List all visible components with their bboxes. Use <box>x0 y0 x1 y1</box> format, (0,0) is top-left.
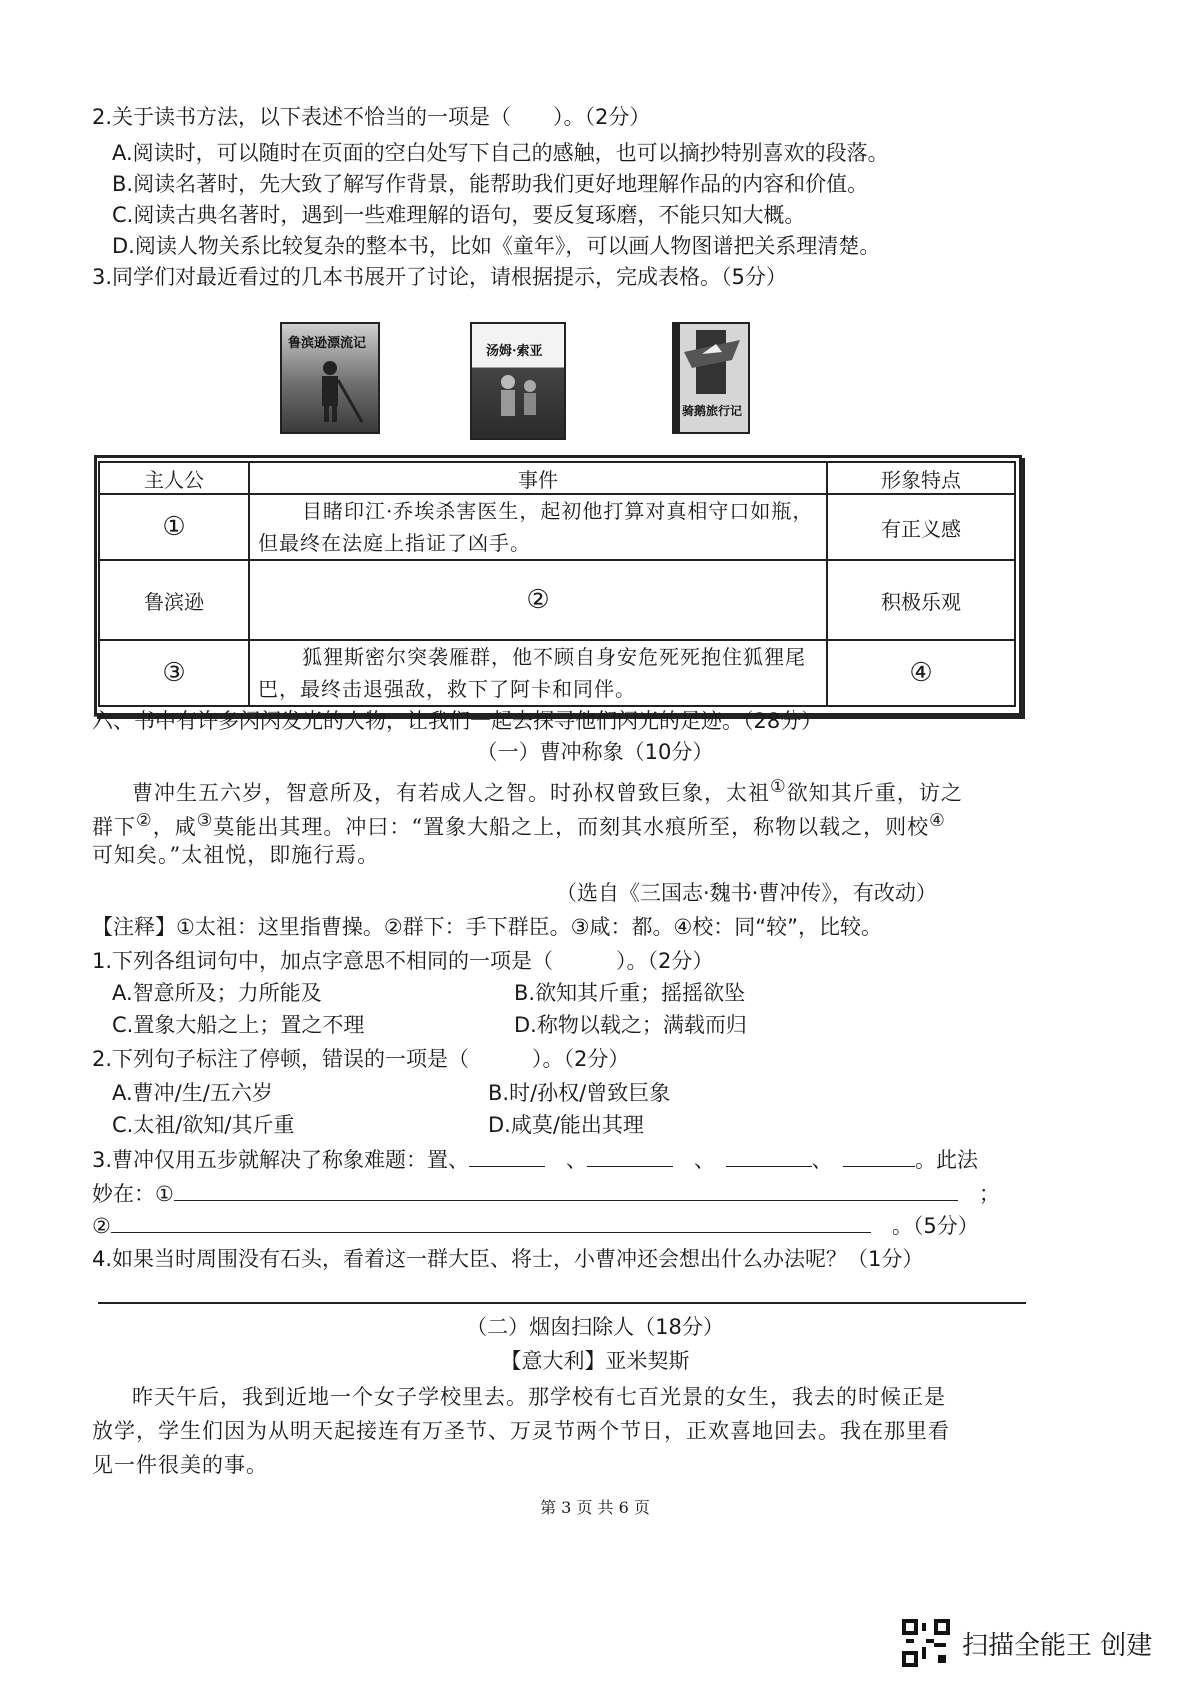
passage-source: （选自《三国志·魏书·曹冲传》，有改动） <box>556 881 937 905</box>
cell-hero-blank-3[interactable]: ③ <box>99 640 249 706</box>
footnote-mark: ① <box>770 777 787 797</box>
p1-q3-line1: 3.曹冲仅用五步就解决了称象难题：置、 、 、 、 。此法 <box>92 1148 979 1172</box>
section6-heading: 六、书中有许多闪闪发光的人物，让我们一起去探寻他们闪光的足迹。（28分） <box>92 709 823 733</box>
book-cover-robinson <box>280 322 380 434</box>
p1-q2-option-d: D.咸莫/能出其理 <box>488 1113 644 1137</box>
book-cover-tom-sawyer <box>470 322 566 440</box>
cell-trait: 有正义感 <box>827 494 1015 560</box>
p1-q1-option-c: C.置象大船之上；置之不理 <box>112 1013 365 1037</box>
cell-hero: 鲁滨逊 <box>99 560 249 640</box>
footnote-mark: ④ <box>929 811 946 831</box>
p1-q2-option-b: B.时/孙权/曾致巨象 <box>488 1081 671 1105</box>
p1-q2-option-a: A.曹冲/生/五六岁 <box>112 1081 273 1105</box>
cell-trait: 积极乐观 <box>827 560 1015 640</box>
p1-q3-line3: ② 。（5分） <box>92 1214 979 1238</box>
passage-line: 可知矣。”太祖悦，即施行焉。 <box>92 843 380 867</box>
p1-q2-option-c: C.太祖/欲知/其斤重 <box>112 1113 295 1137</box>
passage-line: 昨天午后，我到近地一个女子学校里去。那学校有七百光景的女生，我去的时候正是 <box>132 1385 946 1409</box>
p1-q1-stem: 1.下列各组词句中，加点字意思不相同的一项是（ ）。（2分） <box>92 949 714 973</box>
answer-line[interactable] <box>98 1302 1026 1304</box>
q2-option-b: B.阅读名著时，先大致了解写作背景，能帮助我们更好地理解作品的内容和价值。 <box>112 172 869 196</box>
header-event: 事件 <box>249 462 827 494</box>
book-title-tom-sawyer: 汤姆·索亚 <box>486 344 543 359</box>
p1-q3-line2: 妙在：① ； <box>92 1182 1000 1206</box>
answer-blank[interactable] <box>174 1180 958 1201</box>
table-row <box>99 560 1015 640</box>
footnote-mark: ③ <box>196 811 214 831</box>
children-illustration-icon <box>474 368 562 436</box>
qr-code-icon <box>902 1619 950 1667</box>
q2-option-d: D.阅读人物关系比较复杂的整本书，比如《童年》，可以画人物图谱把关系理清楚。 <box>112 234 881 258</box>
passage-notes: 【注释】①太祖：这里指曹操。②群下：手下群臣。③咸：都。④校：同“较”，比较。 <box>92 915 883 939</box>
part2-author: 【意大利】亚米契斯 <box>500 1349 690 1373</box>
header-hero: 主人公 <box>99 462 249 494</box>
figure-silhouette-icon <box>284 358 376 428</box>
p1-q4-stem: 4.如果当时周围没有石头，看着这一群大臣、将士，小曹冲还会想出什么办法呢？（1分） <box>92 1247 924 1271</box>
q2-stem: 2.关于读书方法，以下表述不恰当的一项是（ ）。（2分） <box>92 105 651 129</box>
p1-q1-option-d: D.称物以载之；满载而归 <box>514 1013 747 1037</box>
table-row <box>99 494 1015 560</box>
p1-q2-stem: 2.下列句子标注了停顿，错误的一项是（ ）。（2分） <box>92 1047 630 1071</box>
passage-line: 群下②，咸③莫能出其理。冲曰：“置象大船之上，而刻其水痕所至，称物以载之，则校④ <box>92 811 946 839</box>
answer-blank[interactable] <box>469 1146 545 1167</box>
cell-event-blank-2[interactable]: ② <box>249 560 827 640</box>
header-trait: 形象特点 <box>827 462 1015 494</box>
scanner-watermark: 扫描全能王 创建 <box>962 1631 1153 1661</box>
passage-line: 见一件很美的事。 <box>92 1453 268 1477</box>
q2-option-a: A.阅读时，可以随时在页面的空白处写下自己的感触，也可以摘抄特别喜欢的段落。 <box>112 141 889 165</box>
passage-line: 放学，学生们因为从明天起接连有万圣节、万灵节两个节日，正欢喜地回去。我在那里看 <box>92 1419 950 1443</box>
character-table <box>98 461 1016 707</box>
table-row <box>99 640 1015 706</box>
answer-blank[interactable] <box>111 1212 871 1233</box>
q3-stem: 3.同学们对最近看过的几本书展开了讨论，请根据提示，完成表格。（5分） <box>92 265 787 289</box>
book-title-robinson: 鲁滨逊漂流记 <box>288 336 367 351</box>
part1-title: （一）曹冲称象（10分） <box>476 740 714 764</box>
passage-line: 曹冲生五六岁，智意所及，有若成人之智。时孙权曾致巨象，太祖①欲知其斤重，访之 <box>132 777 963 805</box>
cell-trait-blank-4[interactable]: ④ <box>827 640 1015 706</box>
answer-blank[interactable] <box>843 1146 915 1167</box>
cell-event: 狐狸斯密尔突袭雁群，他不顾自身安危死死抱住狐狸尾巴，最终击退强敌，救下了阿卡和同伴。 <box>249 640 827 706</box>
answer-blank[interactable] <box>587 1146 673 1167</box>
table-header-row <box>99 462 1015 494</box>
page-footer: 第 3 页 共 6 页 <box>540 1498 650 1517</box>
part2-title: （二）烟囱扫除人（18分） <box>466 1315 724 1339</box>
cell-hero-blank-1[interactable]: ① <box>99 494 249 560</box>
p1-q1-option-b: B.欲知其斤重；摇摇欲坠 <box>514 981 746 1005</box>
cell-event: 目睹印江·乔埃杀害医生，起初他打算对真相守口如瓶，但最终在法庭上指证了凶手。 <box>249 494 827 560</box>
answer-blank[interactable] <box>726 1146 812 1167</box>
q2-option-c: C.阅读古典名著时，遇到一些难理解的语句，要反复琢磨，不能只知大概。 <box>112 203 806 227</box>
book-cover-nils <box>672 322 750 434</box>
goose-flight-icon <box>682 330 742 400</box>
footnote-mark: ② <box>136 811 153 831</box>
p1-q1-option-a: A.智意所及；力所能及 <box>112 981 322 1005</box>
book-title-nils: 骑鹅旅行记 <box>682 404 743 418</box>
